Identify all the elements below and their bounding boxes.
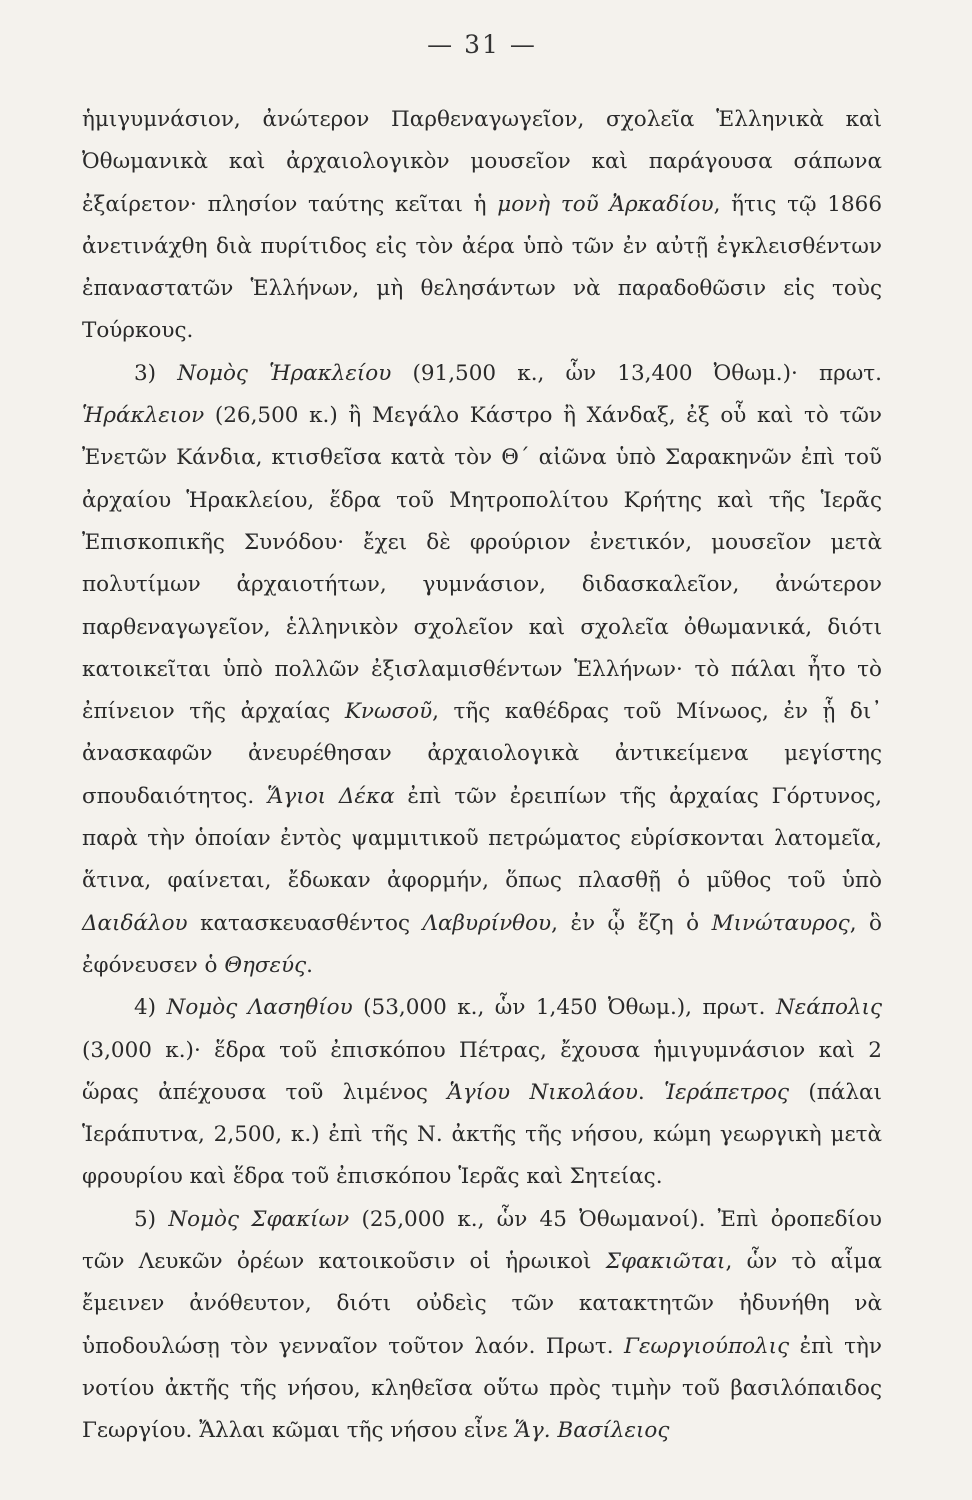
text-run: 4) — [134, 995, 167, 1021]
italic-term: Θησεύς — [224, 952, 307, 978]
text-run: (3,000 κ.)· ἕδρα τοῦ ἐπισκόπου Πέτρας, ἔχουσα ἡμιγυμνάσιον καὶ 2 ὥρας ἀπέχουσα τοῦ λιμένος — [82, 1037, 882, 1105]
italic-term: Νομὸς Ἡρακλείου — [177, 360, 392, 386]
text-run: ἡμιγυμνάσιον, ἀνώτερον Παρθεναγωγεῖον, σχολεῖα Ἑλληνικὰ καὶ Ὀθωμανικὰ καὶ ἀρχαιολογικὸν μουσεῖον καὶ παράγουσα σάπωνα ἐξαίρετον· πλησίον ταύτης κεῖται ἡ — [82, 107, 882, 217]
italic-term: μονὴ τοῦ Ἀρκαδίου — [497, 191, 714, 217]
text-run: , ὃ ἐφόνευσεν ὁ — [82, 910, 882, 978]
italic-term: Ἡράκλειον — [82, 403, 205, 429]
italic-term: Δαιδάλου — [82, 910, 188, 936]
text-run: 5) — [134, 1206, 169, 1232]
italic-term: Σφακιῶται — [605, 1249, 726, 1275]
italic-term: Νομὸς Σφακίων — [168, 1206, 350, 1232]
text-run: , ἥτις τῷ 1866 ἀνετινάχθη διὰ πυρίτιδος εἰς τὸν ἀέρα ὑπὸ τῶν ἐν αὐτῇ ἐγκλεισθέντων ἐπαναστατῶν Ἑλλήνων, μὴ θελησάντων νὰ παραδοθῶσιν εἰς τοὺς Τούρκους. — [82, 191, 882, 344]
italic-term: Γεωργιούπολις — [624, 1333, 790, 1359]
italic-term: Κνωσοῦ — [344, 699, 433, 725]
text-run: (πάλαι Ἱεράπυτνα, 2,500, κ.) ἐπὶ τῆς Ν. ἀκτῆς τῆς νήσου, κώμη γεωργικὴ μετὰ φρουρίου καὶ ἕδρα τοῦ ἐπισκόπου Ἱερᾶς καὶ Σητείας. — [82, 1079, 882, 1190]
text-run: ἐπὶ τὴν νοτίου ἀκτῆς τῆς νήσου, κληθεῖσα οὕτω πρὸς τιμὴν τοῦ βασιλόπαιδος Γεωργίου. Ἄλλαι κῶμαι τῆς νήσου εἶνε — [82, 1333, 882, 1444]
text-run: (25,000 κ., ὧν 45 Ὀθωμανοί). Ἐπὶ ὀροπεδίου τῶν Λευκῶν ὀρέων κατοικοῦσιν οἱ ἡρωικοὶ — [82, 1206, 882, 1275]
text-run: (53,000 κ., ὧν 1,450 Ὀθωμ.), πρωτ. — [352, 995, 776, 1021]
body-text — [82, 99, 882, 1453]
paragraph — [82, 1199, 882, 1453]
italic-term: Λαβυρίνθου — [422, 910, 552, 936]
italic-term: Ἁγίου Νικολάου — [447, 1079, 638, 1105]
text-run: , ἐν ᾧ ἔζη ὁ — [551, 910, 712, 936]
italic-term: Μινώταυρος — [711, 910, 850, 936]
italic-term: Ἅγιοι Δέκα — [267, 783, 395, 809]
text-run: (26,500 κ.) ἢ Μεγάλο Κάστρο ἢ Χάνδαξ, ἐξ οὗ καὶ τὸ τῶν Ἐνετῶν Κάνδια, κτισθεῖσα κατὰ τὸν Θ´ αἰῶνα ὑπὸ Σαρακηνῶν ἐπὶ τοῦ ἀρχαίου Ἡρακλείου, ἕδρα τοῦ Μητροπολίτου Κρήτης καὶ τῆς Ἱερᾶς Ἐπισκοπικῆς Συνόδου· ἔχει δὲ φρούριον ἐνετικόν, μουσεῖον μετὰ πολυτίμων ἀρχαιοτήτων, γυμνάσιον, διδασκαλεῖον, ἀνώτερον παρθεναγωγεῖον, ἑλληνικὸν σχολεῖον καὶ σχολεῖα ὀθωμανικά, διότι κατοικεῖται ὑπὸ πολλῶν ἐξισλαμισθέντων Ἑλλήνων· τὸ πάλαι ἦτο τὸ ἐπίνειον τῆς ἀρχαίας — [82, 403, 882, 725]
paragraph — [82, 99, 882, 353]
text-run: 3) — [134, 360, 178, 386]
text-run: ἐπὶ τῶν ἐρειπίων τῆς ἀρχαίας Γόρτυνος, παρὰ τὴν ὁποίαν ἐντὸς ψαμμιτικοῦ πετρώματος εὑρίσκονται λατομεῖα, ἅτινα, φαίνεται, ἔδωκαν ἀφορμήν, ὅπως πλασθῇ ὁ μῦθος τοῦ ὑπὸ — [82, 783, 883, 894]
text-run: . — [306, 952, 313, 978]
page-number: — 31 — — [427, 30, 537, 59]
text-run: κατασκευασθέντος — [187, 910, 423, 936]
text-run: , τῆς καθέδρας τοῦ Μίνωος, ἐν ᾗ δι᾽ ἀνασκαφῶν ἀνευρέθησαν ἀρχαιολογικὰ ἀντικείμενα μεγίστης σπουδαιότητος. — [82, 699, 883, 809]
text-run: , ὧν τὸ αἷμα ἔμεινεν ἀνόθευτον, διότι οὐδεὶς τῶν κατακτητῶν ἠδυνήθη νὰ ὑποδουλώσῃ τὸν γενναῖον τοῦτον λαόν. Πρωτ. — [82, 1249, 883, 1359]
text-run: . — [637, 1079, 665, 1105]
text-run: (91,500 κ., ὧν 13,400 Ὀθωμ.)· πρωτ. — [391, 360, 882, 386]
italic-term: Ἅγ. Βασίλειος — [514, 1418, 670, 1444]
italic-term: Νομὸς Λασηθίου — [166, 995, 353, 1021]
paragraph — [82, 987, 882, 1198]
italic-term: Ἱεράπετρος — [664, 1079, 790, 1105]
paragraph — [82, 353, 882, 987]
italic-term: Νεάπολις — [775, 995, 882, 1021]
